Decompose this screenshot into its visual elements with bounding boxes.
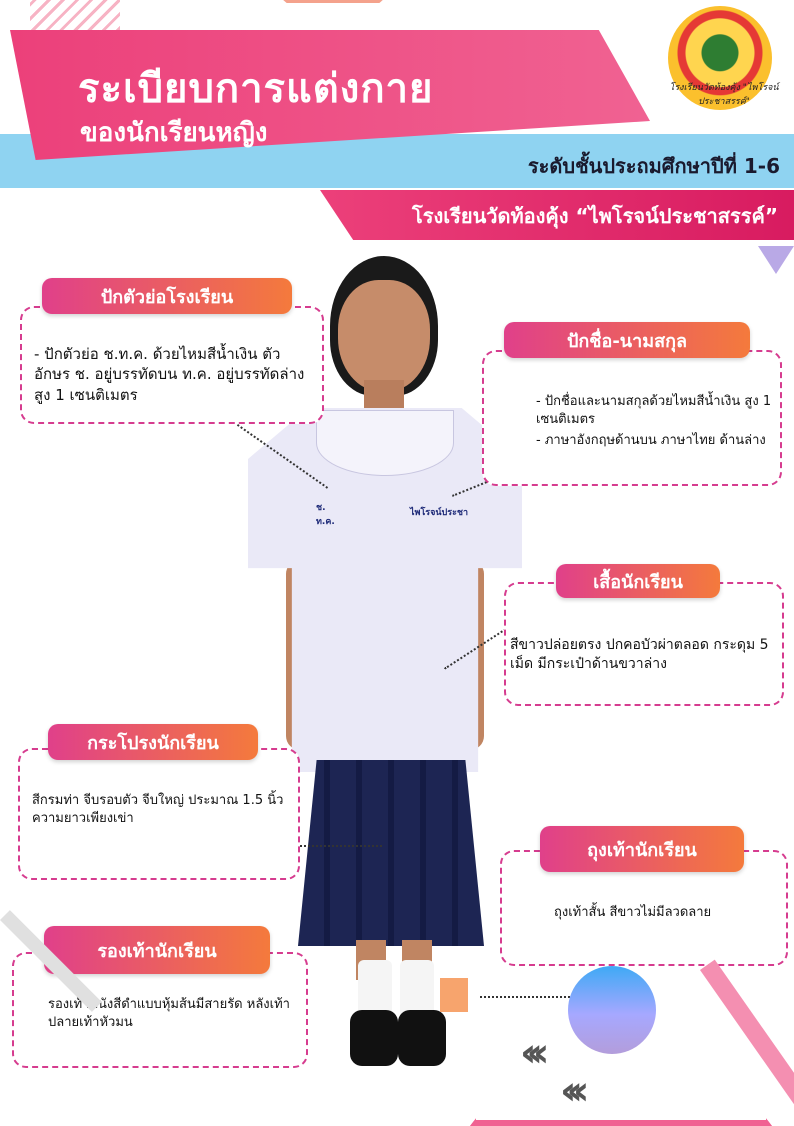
blue-circle-decoration [568,966,656,1054]
initials-title: ปักตัวย่อโรงเรียน [42,278,292,314]
name-title: ปักชื่อ-นามสกุล [504,322,750,358]
student-skirt [298,760,484,946]
skirt-text: สีกรมท่า จีบรอบตัว จีบใหญ่ ประมาณ 1.5 นิ้ว ความยาวเพียงเข่า [32,793,284,826]
shoes-title: รองเท้านักเรียน [44,926,270,974]
shirt-collar [316,410,454,476]
left-shoe [350,1010,398,1066]
school-name: โรงเรียนวัดท้องคุ้ง “ไพโรจน์ประชาสรรค์” [412,204,778,228]
right-shoe [398,1010,446,1066]
chevron-decoration-1: ‹‹‹ [520,1030,540,1076]
name-text-2: - ภาษาอังกฤษด้านบน ภาษาไทย ด้านล่าง [536,433,766,448]
logo-text: โรงเรียนวัดท้องคุ้ง "ไพโรจน์ประชาสรรค์" [669,83,779,107]
shoes-text: รองเท้าหนังสีดำแบบหุ้มส้นมีสายรัด หลังเท้า ปลายเท้าหัวมน [48,997,290,1030]
name-patch: ไพโรจน์ประชา [410,508,469,518]
socks-text: ถุงเท้าสั้น สีขาวไม่มีลวดลาย [554,905,712,920]
page-subtitle: ของนักเรียนหญิง [80,118,268,148]
top-stripe-decoration [30,0,120,30]
shirt-title: เสื้อนักเรียน [556,564,720,598]
student-face [338,280,430,392]
initials-text: - ปักตัวย่อ ช.ท.ค. ด้วยไหมสีน้ำเงิน ตัวอักษร ช. อยู่บรรทัดบน ท.ค. อยู่บรรทัดล่าง สูง 1 เซนติเมตร [34,345,305,404]
page-title: ระเบียบการแต่งกาย [78,66,434,112]
grade-level: ระดับชั้นประถมศึกษาปีที่ 1-6 [527,154,780,178]
peach-square-decoration [440,978,468,1012]
chest-patch: ช. ท.ค. [316,503,335,527]
shirt-text: สีขาวปล่อยตรง ปกคอบัวผ่าตลอด กระดุม 5 เม็ด มีกระเป๋าด้านขวาล่าง [510,637,769,672]
chevron-decoration-2: ‹‹‹ [560,1068,580,1114]
name-text-1: - ปักชื่อและนามสกุลด้วยไหมสีน้ำเงิน สูง 1 เซนติเมตร [536,394,772,427]
socks-title: ถุงเท้านักเรียน [540,826,744,872]
triangle-decoration [758,246,794,274]
leader-line-socks [480,996,570,998]
skirt-title: กระโปรงนักเรียน [48,724,258,760]
